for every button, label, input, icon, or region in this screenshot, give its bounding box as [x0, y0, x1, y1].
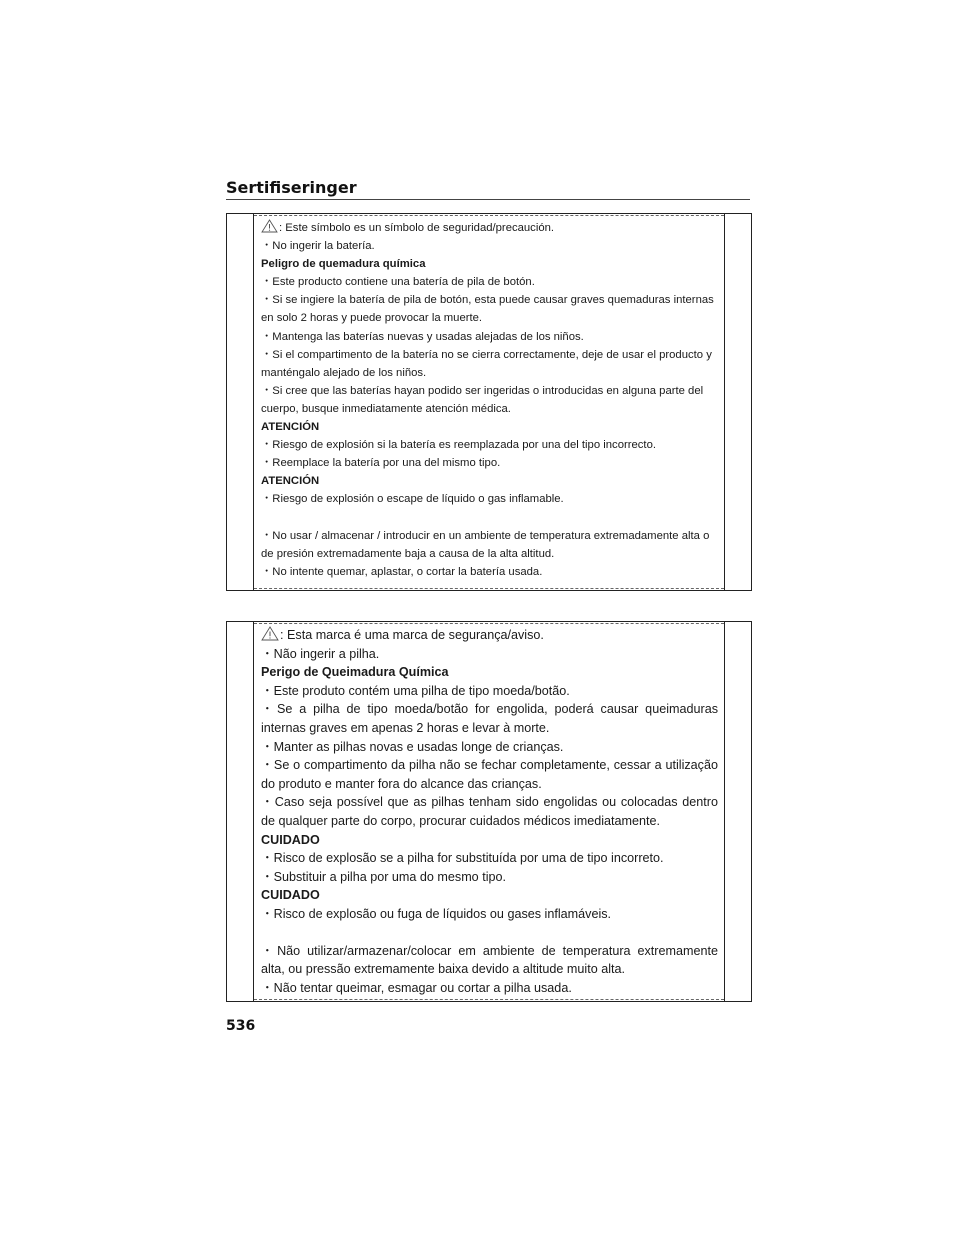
- section-title: Sertifiseringer: [226, 178, 357, 197]
- warning-line: ・Si cree que las baterías hayan podido ser ingeridas o introducidas en alguna parte del cuerpo, busque inmediatamente atención médica.: [261, 384, 704, 415]
- warning-heading: Peligro de quemadura química: [261, 258, 426, 271]
- warning-line: ・Caso seja possível que as pilhas tenham sido engolidas ou colocadas dentro de qualquer parte do corpo, procurar cuidados médicos imediatamente.: [261, 795, 718, 828]
- box-left-column-line: [253, 622, 254, 1001]
- warning-line: ・Risco de explosão ou fuga de líquidos ou gases inflamáveis.: [261, 906, 612, 921]
- warning-line: ・Riesgo de explosión o escape de líquido o gas inflamable.: [261, 493, 564, 506]
- warning-line: ・Manter as pilhas novas e usadas longe de crianças.: [261, 739, 564, 754]
- warning-heading: Perigo de Queimadura Química: [261, 665, 449, 680]
- box-dashed-top-line: [254, 623, 724, 624]
- symbol-note-text: : Esta marca é uma marca de segurança/aviso.: [280, 628, 544, 642]
- warning-line: ・Si el compartimento de la batería no se cierra correctamente, deje de usar el producto y manténgalo alejado de los niños.: [261, 348, 712, 379]
- warning-line: ・No ingerir la batería.: [261, 240, 375, 253]
- portuguese-warning-box: [226, 621, 752, 1002]
- box-right-column-line: [724, 622, 725, 1001]
- box-right-column-line: [724, 214, 725, 590]
- paragraph-spacer: [261, 924, 718, 942]
- symbol-note-line: [261, 219, 718, 237]
- symbol-note-text: : Este símbolo es un símbolo de seguridad/precaución.: [279, 222, 555, 234]
- box-dashed-top-line: [254, 215, 724, 216]
- warning-line: ・Si se ingiere la batería de pila de botón, esta puede causar graves quemaduras internas en solo 2 horas y puede provocar la muerte.: [261, 294, 714, 325]
- warning-line: ・Riesgo de explosión si la batería es reemplazada por una del tipo incorrecto.: [261, 439, 656, 452]
- warning-heading: ATENCIÓN: [261, 475, 320, 488]
- warning-line: ・Se a pilha de tipo moeda/botão for engolida, poderá causar queimaduras internas graves em apenas 2 horas e levar à morte.: [261, 702, 718, 735]
- warning-heading: CUIDADO: [261, 832, 320, 847]
- warning-line: ・Reemplace la batería por una del mismo tipo.: [261, 457, 501, 470]
- paragraph-spacer: [261, 509, 718, 527]
- section-divider: [226, 199, 750, 200]
- symbol-note-line: [261, 626, 718, 645]
- spanish-warning-box: [226, 213, 752, 591]
- warning-heading: CUIDADO: [261, 888, 320, 903]
- box-dashed-bottom-line: [254, 588, 724, 589]
- portuguese-warning-text: [261, 626, 718, 997]
- warning-line: ・Substituir a pilha por uma do mesmo tipo.: [261, 869, 506, 884]
- warning-line: ・Se o compartimento da pilha não se fechar completamente, cessar a utilização do produto e manter fora do alcance das crianças.: [261, 758, 718, 791]
- warning-triangle-icon: [261, 219, 278, 233]
- warning-line: ・Não utilizar/armazenar/colocar em ambiente de temperatura extremamente alta, ou pressão extremamente baixa devido a altitude muito alta.: [261, 943, 718, 977]
- warning-line: ・Não ingerir a pilha.: [261, 646, 380, 661]
- warning-line: ・Este produto contém uma pilha de tipo moeda/botão.: [261, 683, 570, 698]
- warning-line: ・Este producto contiene una batería de pila de botón.: [261, 276, 535, 289]
- warning-line: ・Risco de explosão se a pilha for substituída por uma de tipo incorreto.: [261, 851, 664, 866]
- spanish-warning-text: [261, 219, 718, 581]
- box-left-column-line: [253, 214, 254, 590]
- box-dashed-bottom-line: [254, 999, 724, 1000]
- warning-line: ・No intente quemar, aplastar, o cortar la batería usada.: [261, 565, 543, 578]
- warning-line: ・Não tentar queimar, esmagar ou cortar a pilha usada.: [261, 980, 572, 995]
- warning-line: ・No usar / almacenar / introducir en un ambiente de temperatura extremadamente alta o de presión extremadamente baja a causa de la alta altitud.: [261, 529, 710, 560]
- warning-line: ・Mantenga las baterías nuevas y usadas alejadas de los niños.: [261, 330, 584, 343]
- warning-heading: ATENCIÓN: [261, 421, 320, 434]
- page-number: 536: [226, 1018, 256, 1034]
- warning-triangle-icon: [261, 626, 279, 641]
